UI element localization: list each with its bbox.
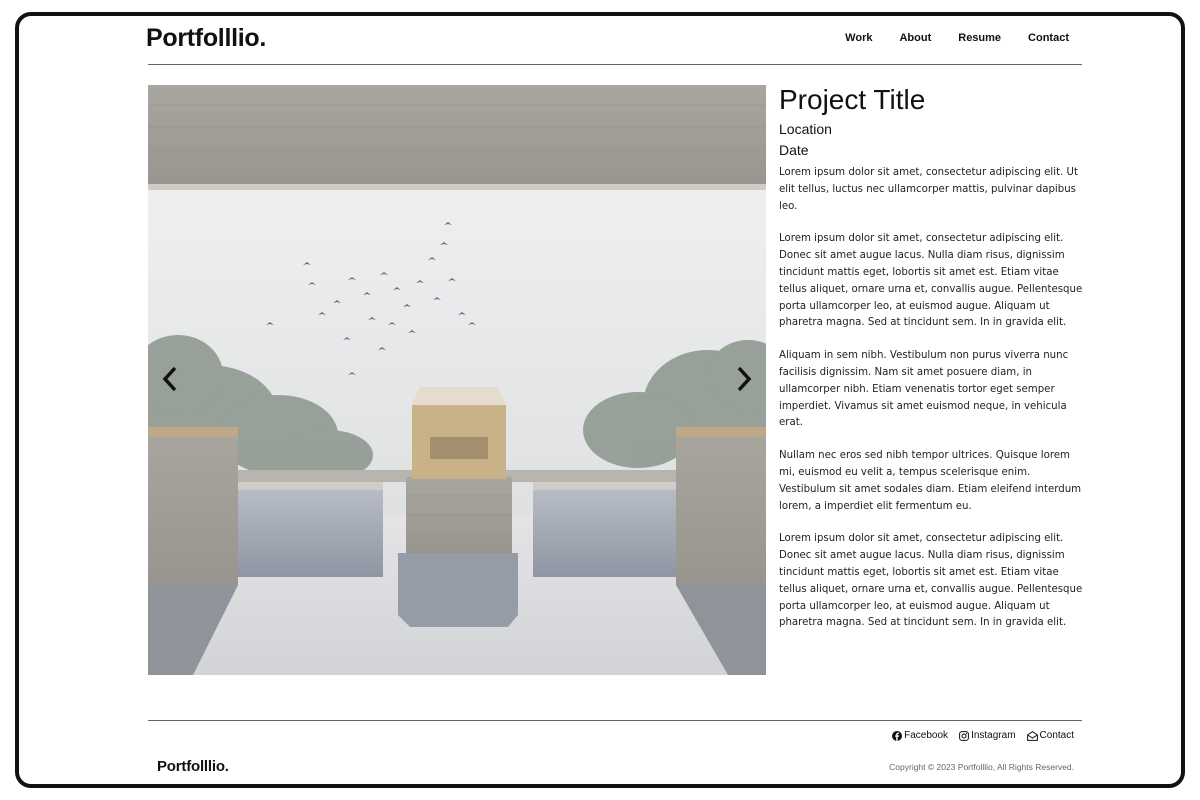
project-details bbox=[779, 84, 1084, 648]
nav-contact[interactable]: Contact bbox=[1028, 32, 1069, 44]
facebook-icon bbox=[892, 731, 902, 741]
project-location: Location bbox=[779, 121, 832, 137]
facebook-label: Facebook bbox=[904, 730, 949, 741]
description-paragraph: Aliquam in sem nibh. Vestibulum non purus viverra nunc facilisis dignissim. Nam sit amet posuere diam, in ullamcorper nibh. Etiam venenatis tortor eget semper imperdiet. Vivamus sit amet euismod neque, in vehicula erat. bbox=[779, 350, 1069, 429]
project-date: Date bbox=[779, 142, 809, 158]
project-image-carousel[interactable] bbox=[148, 85, 766, 675]
carousel-next-button[interactable] bbox=[730, 361, 758, 397]
facebook-link[interactable] bbox=[892, 730, 948, 741]
description-paragraph: Nullam nec eros sed nibh tempor ultrices. Quisque lorem mi, euismod eu velit a, tempus scelerisque enim. Vestibulum sit amet sodales diam. Etiam eleifend interdum lorem, a imperdiet elit fermentum eu. bbox=[779, 450, 1082, 512]
social-links bbox=[881, 730, 1074, 741]
page-frame bbox=[15, 12, 1185, 788]
carousel-prev-button[interactable] bbox=[156, 361, 184, 397]
header-divider bbox=[148, 64, 1082, 65]
instagram-link[interactable] bbox=[959, 730, 1015, 741]
project-image bbox=[148, 85, 766, 675]
instagram-label: Instagram bbox=[971, 730, 1016, 741]
footer-divider bbox=[148, 720, 1082, 721]
copyright-text: Copyright © 2023 Portfolllio, All Rights Reserved. bbox=[889, 762, 1074, 772]
chevron-right-icon bbox=[736, 366, 752, 392]
contact-label: Contact bbox=[1039, 730, 1074, 741]
description-paragraph: Lorem ipsum dolor sit amet, consectetur adipiscing elit. Donec sit amet augue lacus. Nulla diam risus, dignissim tincidunt mattis eget, lobortis sit amet est. Etiam vitae tellus aliquet, ornare urna et, convallis augue. Pellentesque porta ullamcorper leo, at euismod augue. Aliquam ut pharetra magna. Sed at tincidunt sem. In in gravida elit. bbox=[779, 533, 1083, 629]
nav-work[interactable]: Work bbox=[845, 32, 873, 44]
description-paragraph: Lorem ipsum dolor sit amet, consectetur adipiscing elit. Donec sit amet augue lacus. Nulla diam risus, dignissim tincidunt mattis eget, lobortis sit amet est. Etiam vitae tellus aliquet, ornare urna et, convallis augue. Pellentesque porta ullamcorper leo, at euismod augue. Aliquam ut pharetra magna. Sed at tincidunt sem. In in gravida elit. bbox=[779, 233, 1083, 329]
nav-resume[interactable]: Resume bbox=[958, 32, 1002, 44]
project-description bbox=[779, 165, 1084, 632]
instagram-icon bbox=[959, 731, 969, 741]
nav-about[interactable]: About bbox=[899, 32, 932, 44]
contact-link[interactable] bbox=[1027, 730, 1074, 741]
description-paragraph: Lorem ipsum dolor sit amet, consectetur adipiscing elit. Ut elit tellus, luctus nec ullamcorper mattis, pulvinar dapibus leo. bbox=[779, 167, 1079, 212]
main-nav bbox=[818, 32, 1069, 44]
project-title: Project Title bbox=[779, 84, 926, 115]
mail-icon bbox=[1027, 731, 1038, 741]
chevron-left-icon bbox=[162, 366, 178, 392]
site-logo[interactable]: Portfolllio. bbox=[146, 24, 266, 52]
footer-logo[interactable]: Portfolllio. bbox=[157, 758, 229, 775]
